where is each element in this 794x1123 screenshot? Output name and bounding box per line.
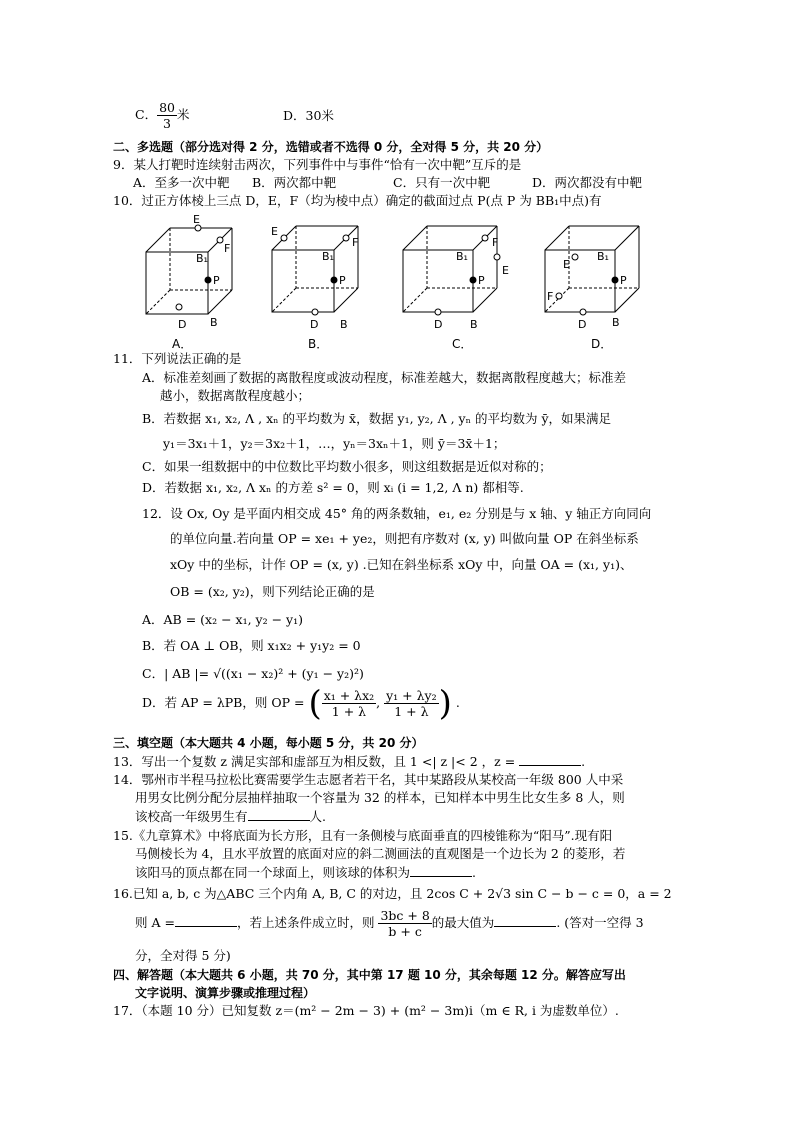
q15-line1: 15.《九章算术》中将底面为长方形，且有一条侧棱与底面垂直的四棱锥称为“阳马”.现有阳: [113, 828, 613, 843]
q13-answer-blank: [519, 753, 581, 766]
q11-stem: 11．下列说法正确的是: [113, 351, 242, 366]
q16-line1: 16.已知 a, b, c 为△ABC 三个内角 A, B, C 的对边，且 2cos C + 2√3 sin C − b − c = 0，a = 2: [113, 886, 672, 901]
cube-d-label-e: E: [563, 258, 570, 271]
cube-d-label-d: D: [578, 318, 587, 331]
q12-d-frac2: $\frac{\text{y₁ + λy₂}}{1 + \lambda}$: [386, 688, 437, 719]
q14-line1: 14．鄂州市半程马拉松比赛需要学生志愿者若干名，其中某路段从某校高一年级 800 人中采: [113, 772, 624, 787]
cube-b: [272, 226, 358, 315]
q12-option-c: C．| AB |= √((x₁ − x₂)² + (y₁ − y₂)²): [142, 666, 364, 681]
cube-b-label-f: F: [352, 236, 359, 249]
q14-line2: 用男女比例分配分层抽样抽取一个容量为 32 的样本，已知样本中男生比女生多 8 人，则: [135, 790, 625, 805]
q16-line2: 则 A = ，若上述条件成立时，则 $\frac{3bc + 8}{b + c}$ 的最大值为 . (答对一空得 3: [135, 908, 644, 939]
q14-line3: 该校高一年级男生有 人.: [135, 809, 326, 824]
cube-c-label-d: D: [434, 318, 443, 331]
q10-option-b: B．: [308, 337, 329, 351]
cube-b-label-d: D: [310, 318, 319, 331]
section4-title-line1: 四、解答题（本大题共 6 小题，共 70 分，其中第 17 题 10 分，其余每题 12 分。解答应写出: [113, 968, 626, 982]
cube-d-label-b1: B₁: [597, 250, 609, 263]
q13-text: 13．写出一个复数 z 满足实部和虚部互为相反数，且 1 <| z |< 2 ，z = .: [113, 754, 586, 769]
q12-d-frac1: $\frac{\text{x₁ + λx₂}}{1 + \lambda}$: [323, 688, 375, 719]
cube-d-label-f: F: [547, 290, 554, 303]
cube-b-label-b1: B₁: [322, 250, 334, 263]
q11-option-a-line2: 越小，数据离散程度越小；: [160, 388, 311, 403]
q8-option-d: D．30米: [283, 108, 334, 123]
q9-stem: 9．某人打靶时连续射击两次，下列事件中与事件“恰有一次中靶”互斥的是: [113, 157, 522, 172]
q9-option-b: B．两次都中靶: [252, 175, 337, 190]
q10-cube-figures: [0, 210, 794, 360]
q11-option-b-line1: B．若数据 x₁, x₂, Λ , xₙ 的平均数为 x̄，数据 y₁, y₂, Λ , yₙ 的平均数为 ȳ，如果满足: [142, 411, 612, 426]
section3-title: 三、填空题（本大题共 4 小题，每小题 5 分，共 20 分）: [113, 736, 424, 750]
section4-title-line2: 文字说明、演算步骤或推理过程）: [135, 986, 316, 1000]
cube-a-label-f: F: [224, 242, 231, 255]
q12-line3: xOy 中的坐标，计作 OP = (x, y) .已知在斜坐标系 xOy 中，向量 OA = (x₁, y₁)、: [170, 557, 633, 572]
q11-option-c: C．如果一组数据中的中位数比平均数小很多，则这组数据是近似对称的；: [142, 459, 552, 474]
q9-option-d: D．两次都没有中靶: [532, 175, 643, 190]
cube-a-label-e: E: [193, 213, 200, 226]
q15-line2: 马侧棱长为 4，且水平放置的底面对应的斜二测画法的直观图是一个边长为 2 的菱形，若: [135, 846, 626, 861]
q8-option-c: C． $\frac{80}{3}$ 米: [135, 100, 190, 131]
q10-stem: 10．过正方体棱上三点 D，E，F（均为棱中点）确定的截面过点 P(点 P 为 BB₁中点)有: [113, 193, 602, 208]
q14-answer-blank: [248, 808, 310, 821]
cube-a-label-p: P: [213, 274, 220, 287]
q11-option-b-line2: y₁＝3x₁＋1，y₂＝3x₂＋1，…，yₙ＝3xₙ＋1，则 ȳ＝3x̄＋1；: [163, 436, 506, 451]
q12-option-b: B．若 OA ⊥ OB，则 x₁x₂ + y₁y₂ = 0: [142, 638, 361, 653]
q15-answer-blank: [410, 864, 472, 877]
cube-c-label-e: E: [502, 264, 509, 277]
cube-c-label-p: P: [478, 274, 485, 287]
q11-option-a-line1: A．标准差刻画了数据的离散程度或波动程度，标准差越大，数据离散程度越大；标准差: [142, 370, 627, 385]
q12-option-a: A．AB = (x₂ − x₁, y₂ − y₁): [142, 612, 303, 627]
q10-option-d: D．: [591, 337, 613, 351]
q12-line1: 12．设 Ox, Oy 是平面内相交成 45° 角的两条数轴，e₁, e₂ 分别是与 x 轴、y 轴正方向同向: [142, 506, 652, 521]
cube-b-label-e: E: [271, 225, 278, 238]
q10-option-a: A．: [172, 337, 193, 351]
cube-c: [403, 226, 500, 315]
section2-title: 二、多选题（部分选对得 2 分，选错或者不选得 0 分，全对得 5 分，共 20 分）: [113, 140, 549, 154]
cube-a-label-d: D: [178, 318, 187, 331]
cube-a: [146, 225, 232, 314]
q12-line4: OB = (x₂, y₂)，则下列结论正确的是: [170, 584, 375, 599]
q15-line3: 该阳马的顶点都在同一个球面上，则该球的体积为 .: [135, 865, 476, 880]
cube-d: [545, 226, 639, 315]
q16-line3: 分，全对得 5 分): [135, 948, 231, 963]
cube-b-label-b: B: [340, 318, 348, 331]
q11-option-d: D．若数据 x₁, x₂, Λ xₙ 的方差 s² = 0，则 xᵢ (i = 1,2, Λ n) 都相等.: [142, 480, 524, 495]
cube-a-label-b1: B₁: [196, 252, 208, 265]
q12-line2: 的单位向量.若向量 OP = xe₁ + ye₂，则把有序数对 (x, y) 叫做向量 OP 在斜坐标系: [170, 531, 639, 546]
cube-b-label-p: P: [339, 274, 346, 287]
q9-option-c: C．只有一次中靶: [393, 175, 491, 190]
cube-c-label-b1: B₁: [456, 250, 468, 263]
q12-option-d: D．若 AP = λPB，则 OP = ( $\frac{\text{x₁ + λx₂}}{1 + \lambda}$ , $\frac{\text{y₁ + λy₂}}{1 + \lambda}$ ) .: [142, 683, 460, 724]
cube-d-label-b: B: [612, 316, 620, 329]
q10-option-c: C．: [452, 337, 473, 351]
q16-fraction: $\frac{3bc + 8}{b + c}$: [380, 908, 430, 939]
q8-fraction: $\frac{80}{3}$: [159, 100, 175, 131]
q16-answer-blank-max: [494, 914, 556, 927]
cube-c-label-f: F: [492, 236, 499, 249]
cube-c-label-b: B: [470, 318, 478, 331]
cube-d-label-p: P: [620, 274, 627, 287]
q17-text: 17．（本题 10 分）已知复数 z＝(m² − 2m − 3) + (m² − 3m)i（m ∈ R, i 为虚数单位）.: [113, 1003, 619, 1018]
q16-answer-blank-a: [175, 914, 237, 927]
q9-option-a: A．至多一次中靶: [133, 175, 230, 190]
cube-a-label-b: B: [210, 316, 218, 329]
